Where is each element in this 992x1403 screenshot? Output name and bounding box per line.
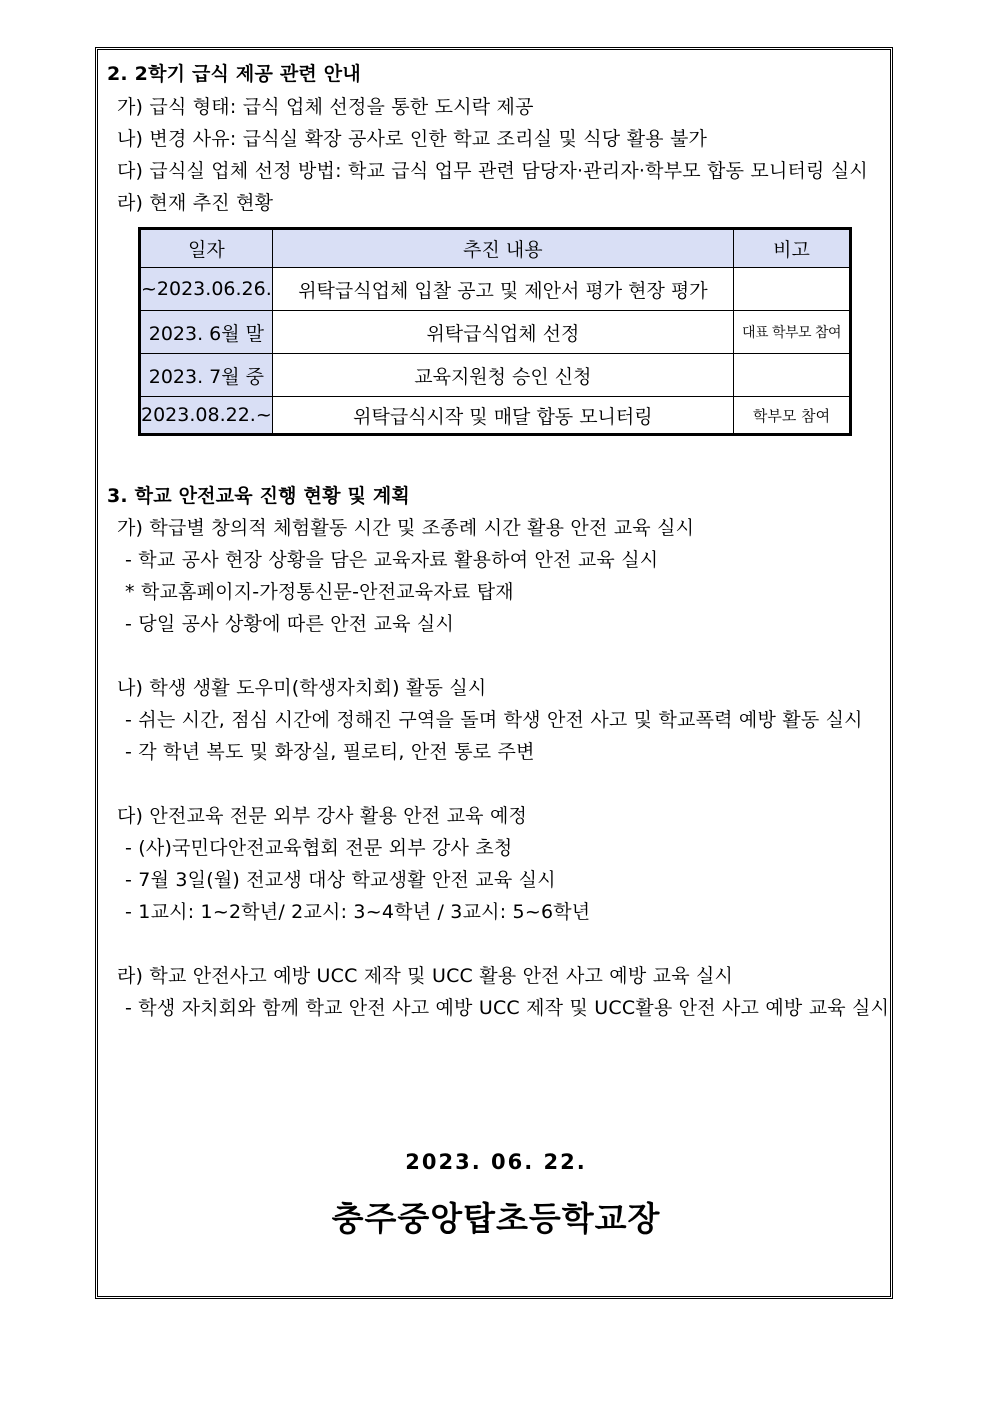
table-row xyxy=(140,268,851,311)
section3-ra-line: - 학생 자치회와 함께 학교 안전 사고 예방 UCC 제작 및 UCC활용 안전 사고 예방 교육 실시 xyxy=(125,997,890,1019)
header-date: 일자 xyxy=(140,229,273,268)
header-note: 비고 xyxy=(734,229,851,268)
row-note xyxy=(734,268,851,311)
progress-table xyxy=(138,227,852,436)
section3-na-heading: 나) 학생 생활 도우미(학생자치회) 활동 실시 xyxy=(117,677,487,699)
row-content: 교육지원청 승인 신청 xyxy=(272,354,733,397)
row-date: ~2023.06.26. xyxy=(140,268,273,311)
section2-item-ra: 라) 현재 추진 현황 xyxy=(117,192,274,214)
row-date: 2023. 7월 중 xyxy=(140,354,273,397)
header-content: 추진 내용 xyxy=(272,229,733,268)
row-content: 위탁급식업체 입찰 공고 및 제안서 평가 현장 평가 xyxy=(272,268,733,311)
section3-ra-heading: 라) 학교 안전사고 예방 UCC 제작 및 UCC 활용 안전 사고 예방 교육 실시 xyxy=(117,965,734,987)
section2-item-ga: 가) 급식 형태: 급식 업체 선정을 통한 도시락 제공 xyxy=(117,96,534,118)
section2-title: 2. 2학기 급식 제공 관련 안내 xyxy=(107,63,361,85)
row-content: 위탁급식업체 선정 xyxy=(272,311,733,354)
row-note: 학부모 참여 xyxy=(734,397,851,435)
section3-title: 3. 학교 안전교육 진행 현황 및 계획 xyxy=(107,485,410,507)
section3-na-line: - 각 학년 복도 및 화장실, 필로티, 안전 통로 주변 xyxy=(125,741,535,763)
table-header-row xyxy=(140,229,851,268)
section2-item-na: 나) 변경 사유: 급식실 확장 공사로 인한 학교 조리실 및 식당 활용 불가 xyxy=(117,128,708,150)
school-principal-signature: 충주중앙탑초등학교장 xyxy=(331,1199,661,1238)
section3-ga-line: - 학교 공사 현장 상황을 담은 교육자료 활용하여 안전 교육 실시 xyxy=(125,549,659,571)
row-content: 위탁급식시작 및 매달 합동 모니터링 xyxy=(272,397,733,435)
section3-ga-heading: 가) 학급별 창의적 체험활동 시간 및 조종례 시간 활용 안전 교육 실시 xyxy=(117,517,695,539)
table-row xyxy=(140,311,851,354)
section3-ga-line: * 학교홈페이지-가정통신문-안전교육자료 탑재 xyxy=(125,581,514,603)
section3-da-line: - (사)국민다안전교육협회 전문 외부 강사 초청 xyxy=(125,837,513,859)
row-note xyxy=(734,354,851,397)
table-row xyxy=(140,397,851,435)
document-date: 2023. 06. 22. xyxy=(405,1150,587,1174)
section3-ga-line: - 당일 공사 상황에 따른 안전 교육 실시 xyxy=(125,613,455,635)
section3-da-line: - 1교시: 1~2학년/ 2교시: 3~4학년 / 3교시: 5~6학년 xyxy=(125,901,591,923)
section3-na-line: - 쉬는 시간, 점심 시간에 정해진 구역을 돌며 학생 안전 사고 및 학교폭력 예방 활동 실시 xyxy=(125,709,863,731)
section3-da-line: - 7월 3일(월) 전교생 대상 학교생활 안전 교육 실시 xyxy=(125,869,556,891)
table-row xyxy=(140,354,851,397)
row-date: 2023.08.22.~ xyxy=(140,397,273,435)
section2-item-da: 다) 급식실 업체 선정 방법: 학교 급식 업무 관련 담당자·관리자·학부모 합동 모니터링 실시 xyxy=(117,160,868,182)
row-note: 대표 학부모 참여 xyxy=(734,311,851,354)
row-date: 2023. 6월 말 xyxy=(140,311,273,354)
section3-da-heading: 다) 안전교육 전문 외부 강사 활용 안전 교육 예정 xyxy=(117,805,528,827)
